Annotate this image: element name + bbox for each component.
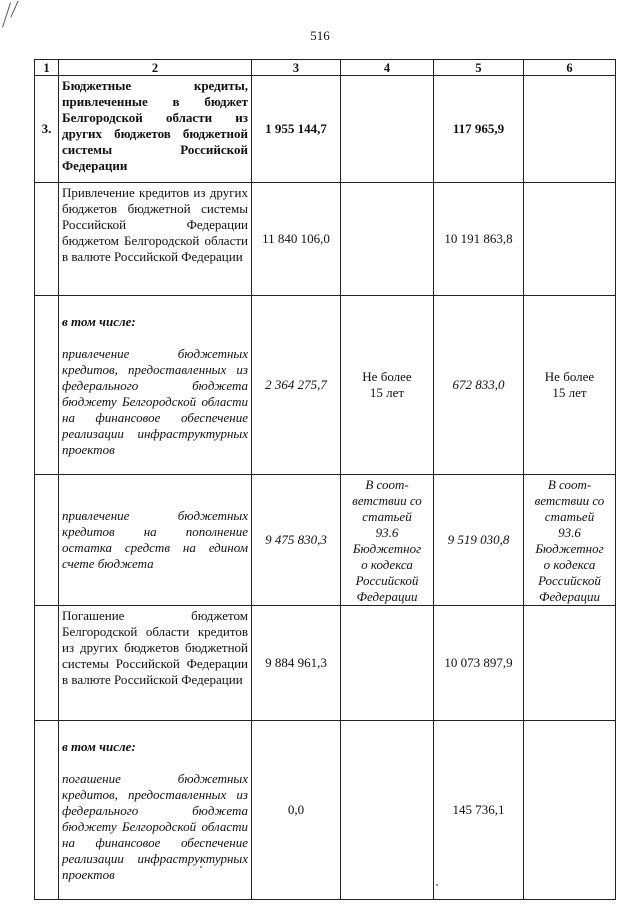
value-col4 (341, 183, 434, 296)
table-row (35, 606, 616, 721)
value-col5: 672 833,0 (434, 296, 524, 475)
scan-dot (200, 866, 202, 868)
value-col6 (524, 76, 616, 183)
row-number (35, 721, 59, 900)
header-cell-4: 4 (341, 60, 434, 76)
page-number: 516 (310, 28, 330, 43)
row-description: погашение бюджетных кредитов, предоставленных из федерального бюджета бюджету Белгородской области на финансовое обеспечение реализации инфраструктурных проектов (62, 771, 248, 882)
header-cell-3: 3 (252, 60, 341, 76)
header-cell-2: 2 (59, 60, 252, 76)
row-lead-text: в том числе: (62, 739, 136, 754)
row-number (35, 475, 59, 606)
value-col4 (341, 76, 434, 183)
scan-mark (2, 2, 11, 27)
value-col6 (524, 183, 616, 296)
value-col4: В соот- ветствии со статьей 93.6 Бюджетног о кодекса Российской Федерации (341, 475, 434, 606)
value-col6 (524, 606, 616, 721)
row-description: Бюджетные кредиты, привлеченные в бюджет Белгородской области из других бюджетов бюджетной системы Российской Федерации (59, 76, 252, 183)
value-col4 (341, 721, 434, 900)
row-lead-text: в том числе: (62, 314, 136, 329)
row-description-cell (59, 296, 252, 475)
budget-credits-table (34, 59, 616, 900)
row-description: привлечение бюджетных кредитов на пополнение остатка средств на едином счете бюджета (59, 475, 252, 606)
table-header-row (35, 60, 616, 76)
row-number (35, 606, 59, 721)
row-number (35, 296, 59, 475)
header-cell-6: 6 (524, 60, 616, 76)
row-number: 3. (35, 76, 59, 183)
value-col6: Не более 15 лет (524, 296, 616, 475)
scan-dot (436, 884, 438, 886)
table-row (35, 76, 616, 183)
value-col3: 9 884 961,3 (252, 606, 341, 721)
value-col5: 10 191 863,8 (434, 183, 524, 296)
value-col3: 2 364 275,7 (252, 296, 341, 475)
value-col4 (341, 606, 434, 721)
row-description: привлечение бюджетных кредитов, предоставленных из федерального бюджета бюджету Белгородской области на финансовое обеспечение реализации инфраструктурных проектов (62, 346, 248, 457)
value-col5: 9 519 030,8 (434, 475, 524, 606)
table-row (35, 183, 616, 296)
scan-mark (10, 1, 18, 18)
header-cell-1: 1 (35, 60, 59, 76)
table-row (35, 721, 616, 900)
value-col5: 145 736,1 (434, 721, 524, 900)
value-col6: В соот- ветствии со статьей 93.6 Бюджетног о кодекса Российской Федерации (524, 475, 616, 606)
value-col6 (524, 721, 616, 900)
row-number (35, 183, 59, 296)
header-cell-5: 5 (434, 60, 524, 76)
value-col3: 11 840 106,0 (252, 183, 341, 296)
value-col3: 1 955 144,7 (252, 76, 341, 183)
value-col5: 117 965,9 (434, 76, 524, 183)
value-col3: 0,0 (252, 721, 341, 900)
row-description-cell (59, 721, 252, 900)
row-description: Погашение бюджетом Белгородской области кредитов из других бюджетов бюджетной системы Российской Федерации в валюте Российской Федерации (59, 606, 252, 721)
value-col4: Не более 15 лет (341, 296, 434, 475)
value-col3: 9 475 830,3 (252, 475, 341, 606)
table-row (35, 475, 616, 606)
value-col5: 10 073 897,9 (434, 606, 524, 721)
table-row (35, 296, 616, 475)
row-description: Привлечение кредитов из других бюджетов бюджетной системы Российской Федерации бюджетом Белгородской области в валюте Российской Федерации (59, 183, 252, 296)
